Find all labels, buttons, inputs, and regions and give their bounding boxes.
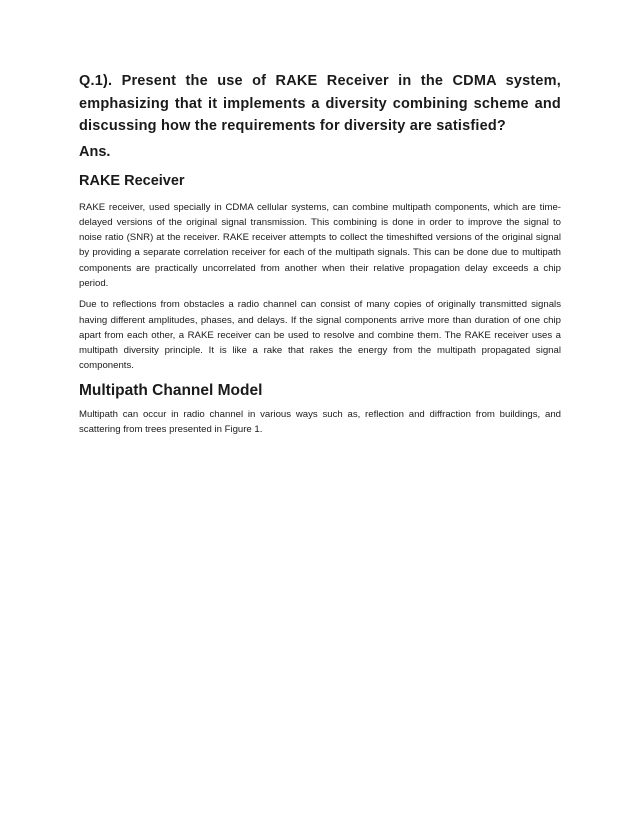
paragraph-rake-1: RAKE receiver, used specially in CDMA cellular systems, can combine multipath components, which are time-delayed versions of the original signal transmission. This combining is done in order to improve the signal to noise ratio (SNR) at the receiver. RAKE receiver attempts to collect the timeshifted versions of the original signal by providing a separate correlation receiver for each of the multipath signals. This can be done due to multipath components are practically uncorrelated from another when their relative propagation delay exceeds a chip period. <box>79 201 561 289</box>
paragraph-rake-2: Due to reflections from obstacles a radio channel can consist of many copies of originally transmitted signals having different amplitudes, phases, and delays. If the signal components arrive more than duration of one chip apart from each other, a RAKE receiver can be used to resolve and combine them. The RAKE receiver uses a multipath diversity principle. It is like a rake that rakes the energy from the multipath propagated signal components. <box>79 299 561 372</box>
answer-label: Ans. <box>79 143 111 160</box>
section-heading-rake-receiver: RAKE Receiver <box>79 172 185 189</box>
section-heading-multipath-channel-model: Multipath Channel Model <box>79 381 263 399</box>
question-text: Q.1). Present the use of RAKE Receiver in the CDMA system, emphasizing that it implements a diversity combining scheme and discussing how the requirements for diversity are satisfied? <box>79 73 561 134</box>
document-page <box>79 70 561 443</box>
paragraph-multipath-1: Multipath can occur in radio channel in various ways such as, reflection and diffraction from buildings, and scattering from trees presented in Figure 1. <box>79 408 561 436</box>
